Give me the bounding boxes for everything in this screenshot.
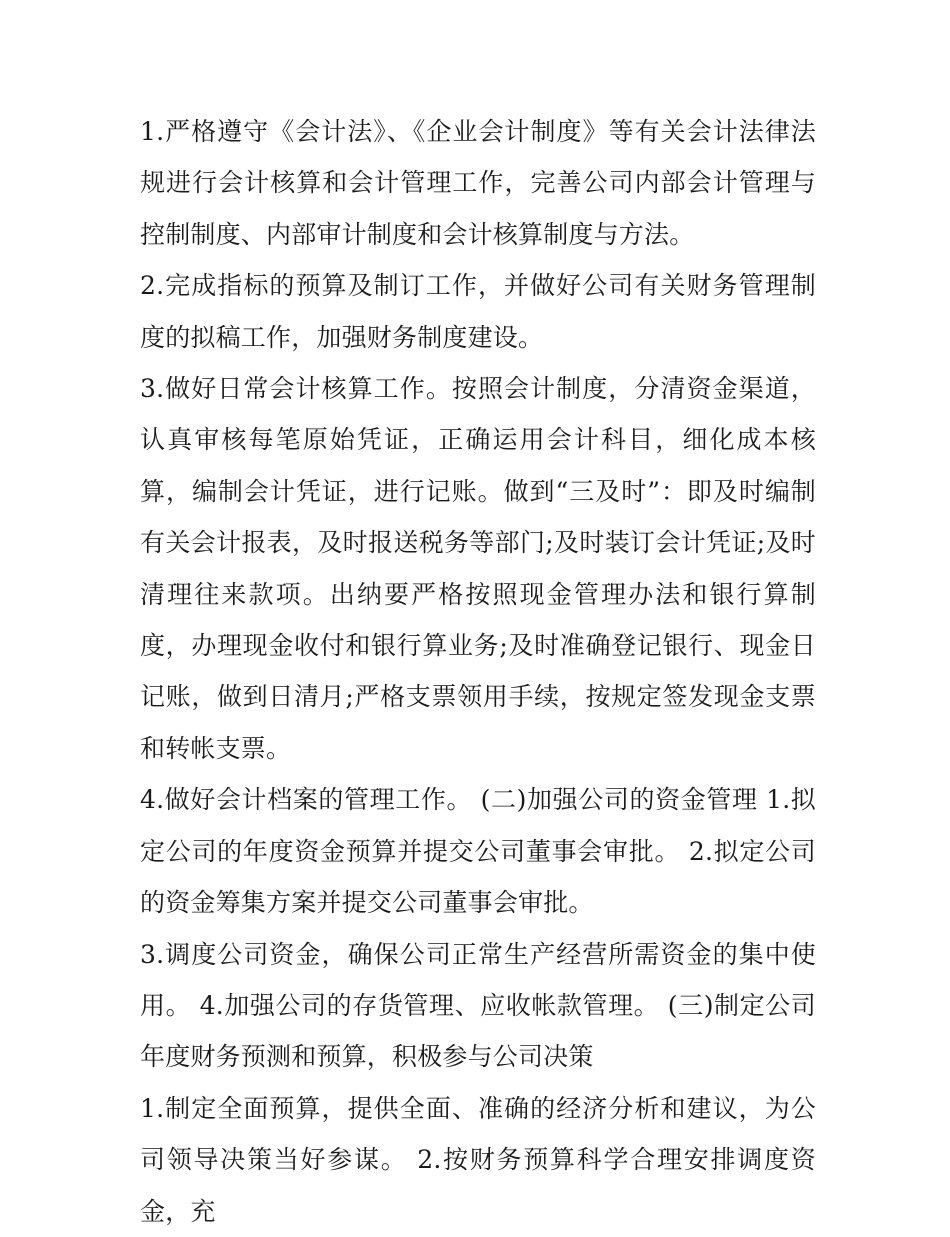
document-body [140,106,816,1237]
paragraph-budget-preparation: 2.完成指标的预算及制订工作，并做好公司有关财务管理制度的拟稿工作，加强财务制度建设。 [140,271,816,352]
paragraph-accounting-compliance: 1.严格遵守《会计法》、《企业会计制度》等有关会计法律法规进行会计核算和会计管理工作，完善公司内部会计管理与控制制度、内部审计制度和会计核算制度与方法。 [140,117,816,249]
paragraph-archive-and-funds: 4.做好会计档案的管理工作。 (二)加强公司的资金管理 1.拟定公司的年度资金预算并提交公司董事会审批。 2.拟定公司的资金筹集方案并提交公司董事会审批。 [140,785,816,918]
paragraph-fund-dispatch: 3.调度公司资金，确保公司正常生产经营所需资金的集中使用。 4.加强公司的存货管理、应收帐款管理。 (三)制定公司年度财务预测和预算，积极参与公司决策 [140,939,816,1072]
paragraph-comprehensive-budget: 1.制定全面预算，提供全面、准确的经济分析和建议，为公司领导决策当好参谋。 2.按财务预算科学合理安排调度资金，充 [140,1093,816,1226]
paragraph-daily-accounting: 3.做好日常会计核算工作。按照会计制度，分清资金渠道，认真审核每笔原始凭证，正确运用会计科目，细化成本核算，编制会计凭证，进行记账。做到“三及时”：即及时编制有关会计报表，及时报送税务等部门;及时装订会计凭证;及时清理往来款项。出纳要严格按照现金管理办法和银行算制度，办理现金收付和银行算业务;及时准确登记银行、现金日记账，做到日清月;严格支票领用手续，按规定签发现金支票和转帐支票。 [140,374,816,763]
